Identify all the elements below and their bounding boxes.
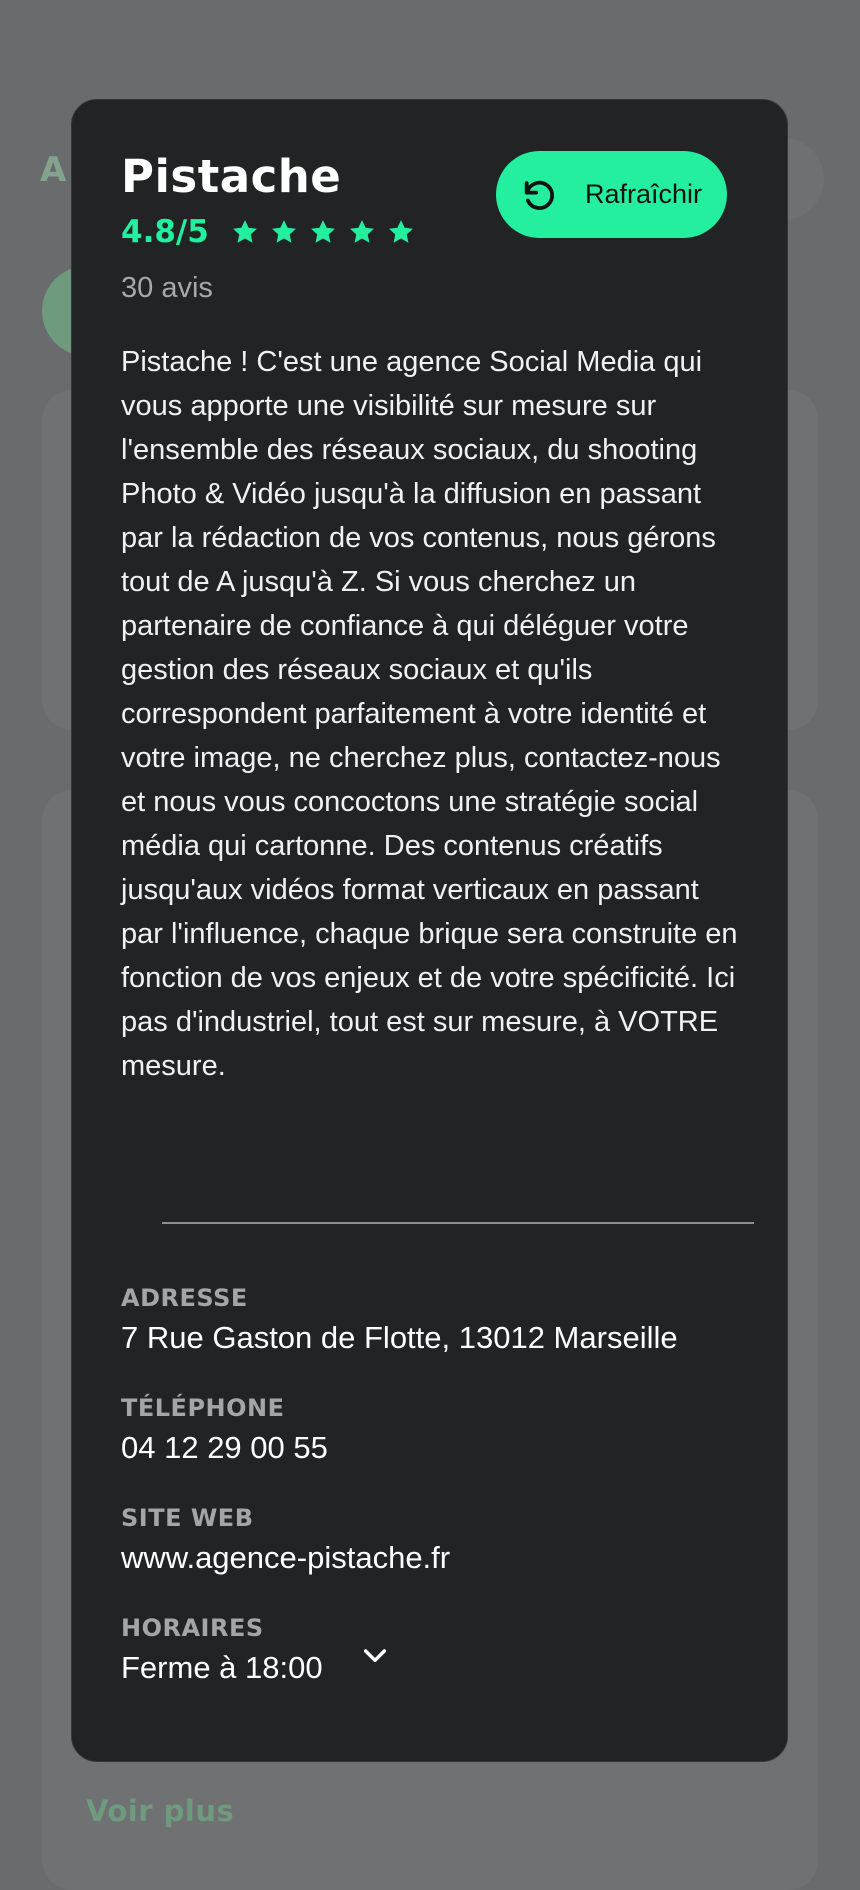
refresh-button-label: Rafraîchir bbox=[585, 179, 703, 209]
star-icon bbox=[387, 218, 415, 246]
address-label: ADRESSE bbox=[121, 1284, 248, 1312]
phone-value bbox=[121, 1430, 328, 1466]
star-icon bbox=[348, 218, 376, 246]
website-value bbox=[121, 1540, 450, 1576]
phone-link[interactable]: 04 12 29 00 55 bbox=[121, 1430, 328, 1465]
background-partial-text: A bbox=[40, 150, 67, 190]
star-rating bbox=[231, 218, 426, 246]
hours-label: HORAIRES bbox=[121, 1614, 264, 1642]
business-detail-modal bbox=[71, 99, 788, 1762]
address-value: 7 Rue Gaston de Flotte, 13012 Marseille bbox=[121, 1320, 678, 1355]
refresh-button[interactable] bbox=[496, 151, 727, 238]
star-icon bbox=[231, 218, 259, 246]
website-label: SITE WEB bbox=[121, 1504, 254, 1532]
review-count: 30 avis bbox=[121, 272, 213, 304]
rating-row bbox=[121, 214, 426, 250]
chevron-down-icon[interactable] bbox=[359, 1639, 391, 1671]
refresh-icon bbox=[520, 176, 558, 214]
business-name: Pistache bbox=[121, 150, 342, 203]
business-description: Pistache ! C'est une agence Social Media qui vous apporte une visibilité sur mesure sur l'ensemble des réseaux sociaux, du shooting Photo & Vidéo jusqu'à la diffusion en passant par la rédaction de vos contenus, nous gérons tout de A jusqu'à Z. Si vous cherchez un partenaire de confiance à qui déléguer votre gestion des réseaux sociaux et qu'ils correspondent parfaitement à votre identité et votre image, ne cherchez plus, contactez-nous et nous vous concoctons une stratégie social média qui cartonne. Des contenus créatifs jusqu'aux vidéos format verticaux en passant par l'influence, chaque brique sera construite en fonction de vos enjeux et de votre spécificité. Ici pas d'industriel, tout est sur mesure, à VOTRE mesure. bbox=[121, 346, 738, 1082]
phone-label: TÉLÉPHONE bbox=[121, 1394, 285, 1422]
divider bbox=[162, 1222, 754, 1224]
background-voir-plus-link: Voir plus bbox=[86, 1794, 235, 1828]
rating-value: 4.8/5 bbox=[121, 214, 209, 250]
star-icon bbox=[309, 218, 337, 246]
hours-value: Ferme à 18:00 bbox=[121, 1650, 323, 1685]
website-link[interactable]: www.agence-pistache.fr bbox=[121, 1540, 451, 1575]
star-icon bbox=[270, 218, 298, 246]
